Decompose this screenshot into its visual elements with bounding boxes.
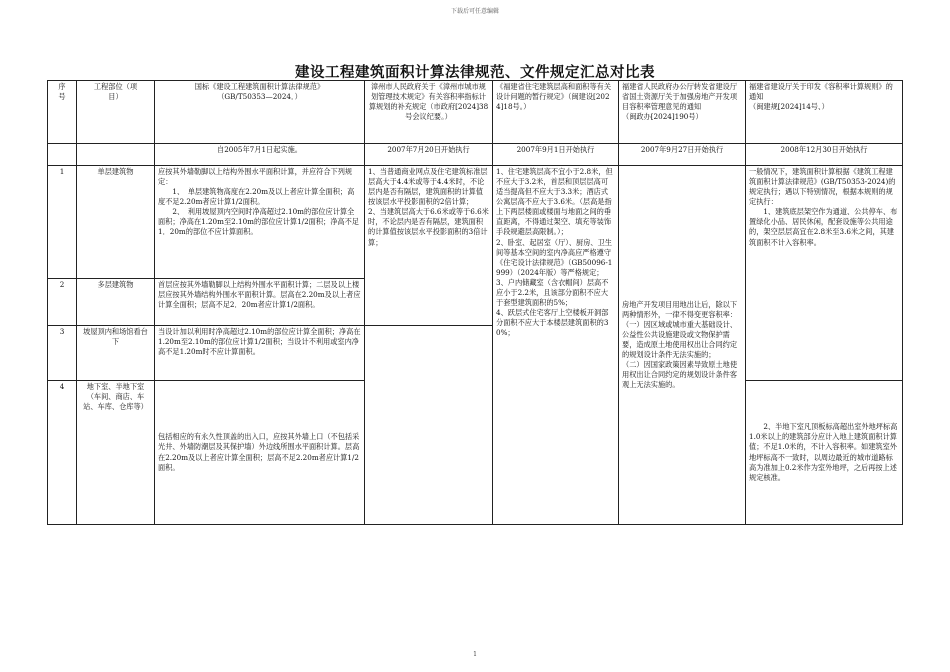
zhangzhou-empty: [365, 326, 493, 525]
header-national: 国标《建设工程建筑面积计算法律规范》 （GB/T50353—2024．）: [155, 81, 365, 144]
header-fujian-far: 福建省建设厅关于印发《容积率计算规则》的通知 （闽建规[2024]14号、）: [746, 81, 903, 144]
table-row: [48, 166, 903, 279]
row-part: 地下室、半地下室（车间、商店、车站、车库、仓库等）: [77, 381, 155, 525]
header-row: [48, 81, 903, 144]
date-fujian-far: 2008年12月30日开始执行: [746, 144, 903, 166]
date-row: [48, 144, 903, 166]
date-national: 自2005年7月1日起实施。: [155, 144, 365, 166]
header-zhangzhou: 漳州市人民政府关于《漳州市城市规划管理技术规定》有关容积率指标计算规划的补充规定（市政府[2024]38号会议纪要。）: [365, 81, 493, 144]
date-empty-seq: [48, 144, 77, 166]
date-fujian-res: 2007年9月1日开始执行: [493, 144, 619, 166]
span-fujian-office: 房地产开发项目用地出让后，除以下两种情形外，一律不得变更容积率： （一）因区域或城市重大基础设计、公益性公共设施建设或文物保护需要，造成原土地使用权出让合同约定的规划设计条件无法实施的； （二）因国家政策因素导致原土地使用权出让合同约定的规划设计条件客观上无法实施的。: [619, 166, 746, 525]
row-national: 首层应按其外墙勒脚以上结构外围水平面积计算；二层及以上楼层应按其外墙结构外围水平面积计算。层高在2.20m及以上者应计算全面积；层高不足2．20m者应计算1/2面积。: [155, 279, 365, 326]
span-fujian-far-1: 一般情况下，建筑面积计算根据《建筑工程建筑面积计算法律规范》(GB/T50353-2024)的规定执行；遇以下特别情况，根据本规则的规定执行： 1、建筑底层架空作为通道、公共停车、布置绿化小品、居民休闲，配套设施等公共用途的，架空层层高宜在2.8米至3.6米之间，其建筑面积不计入容积率。: [746, 166, 903, 381]
header-seq: 序 号: [48, 81, 77, 144]
row-part: 单层建筑物: [77, 166, 155, 279]
comparison-table: [47, 80, 903, 525]
row-seq: 4: [48, 381, 77, 525]
header-fujian-office: 福建省人民政府办公厅转发省建设厅省国土资源厅关于加强房地产开发项目容积率管理意见的通知 （闽政办[2024]190号）: [619, 81, 746, 144]
header-part: 工程部位（项 目）: [77, 81, 155, 144]
row-national: 当设计加以利用时净高超过2.10m的部位应计算全面积；净高在1.20m至2.10m的部位应计算1/2面积；当设计不利用或室内净高不足1.20m时不应计算面积。: [155, 326, 365, 381]
page-number: 1: [473, 651, 477, 658]
date-fujian-office: 2007年9月27日开始执行: [619, 144, 746, 166]
row-national: 包括相应的有永久性顶盖的出入口，应按其外墙上口（不包括采光井、外墙防潮层及其保护墙）外边线所围水平面积计算。层高在2.20m及以上者应计算全面积；层高不足2.20m者应计算1/2面积。: [155, 381, 365, 525]
date-empty-part: [77, 144, 155, 166]
top-note: 下载后可任意编辑: [450, 8, 499, 15]
row-part: 多层建筑物: [77, 279, 155, 326]
span-fujian-far-4: 2、半地下室凡顶板标高超出室外地坪标高1.0米以上的建筑部分应计入地上建筑面积计算值；不足1.0米的，不计入容积率。如建筑室外地坪标高不一致时，以周边最近的城市道路标高为准加上0.2米作为室外地坪，之后再按上述规定核准。: [746, 381, 903, 525]
row-seq: 3: [48, 326, 77, 381]
row-seq: 1: [48, 166, 77, 279]
date-zhangzhou: 2007年7月20日开始执行: [365, 144, 493, 166]
page-title: 建设工程建筑面积计算法律规范、文件规定汇总对比表: [295, 64, 655, 81]
header-fujian-res: 《福建省住宅建筑层高和面积等有关设计问题的暂行规定》（闽建设[2024]18号。）: [493, 81, 619, 144]
row-seq: 2: [48, 279, 77, 326]
span-zhangzhou: 1、当普通商业网点及住宅建筑标准层层高大于4.4米或等于4.4米时，不论层内是否有隔层，建筑面积的计算值按该层水平投影面积的2倍计算； 2、当建筑层高大于6.6米或等于6.6米时，不论层内是否有隔层，建筑面积的计算值按该层水平投影面积的3倍计算；: [365, 166, 493, 326]
span-fujian-res: 1、住宅建筑层高不宜小于2.8米，但不应大于3.2米，首层和顶层层高可适当提高但不应大于3.3米；酒店式公寓层高不应大于3.6米。（层高是指上下两层楼面或楼面与地面之间的垂直距离，不得通过架空、填充等装饰手段规避层高限制。）； 2、卧室、起居室（厅）、厨房、卫生间等基本空间的室内净高应严格遵守《住宅设计法律规范》（GB50096-1999）（2024年版）等严格规定； 3、户内储藏室（含衣帽间）层高不应小于2.2米，且该部分面积不应大于套型建筑面积的5%； 4、跃层式住宅客厅上空楼板开洞部分面积不应大于本楼层建筑面积的30%；: [493, 166, 619, 525]
row-national: 应按其外墙勒脚以上结构外围水平面积计算，并应符合下列规定： 1、 单层建筑物高度在2.20m及以上者应计算全面积；高度不足2.20m者应计算1/2面积。 2、 利用坡屋顶内空间时净高超过2.10m的部位应计算全面积；净高在1.20m至2.10m的部位应计算1/2面积；净高不足1．20m的部位不应计算面积。: [155, 166, 365, 279]
row-part: 坡屋顶内和场馆看台下: [77, 326, 155, 381]
